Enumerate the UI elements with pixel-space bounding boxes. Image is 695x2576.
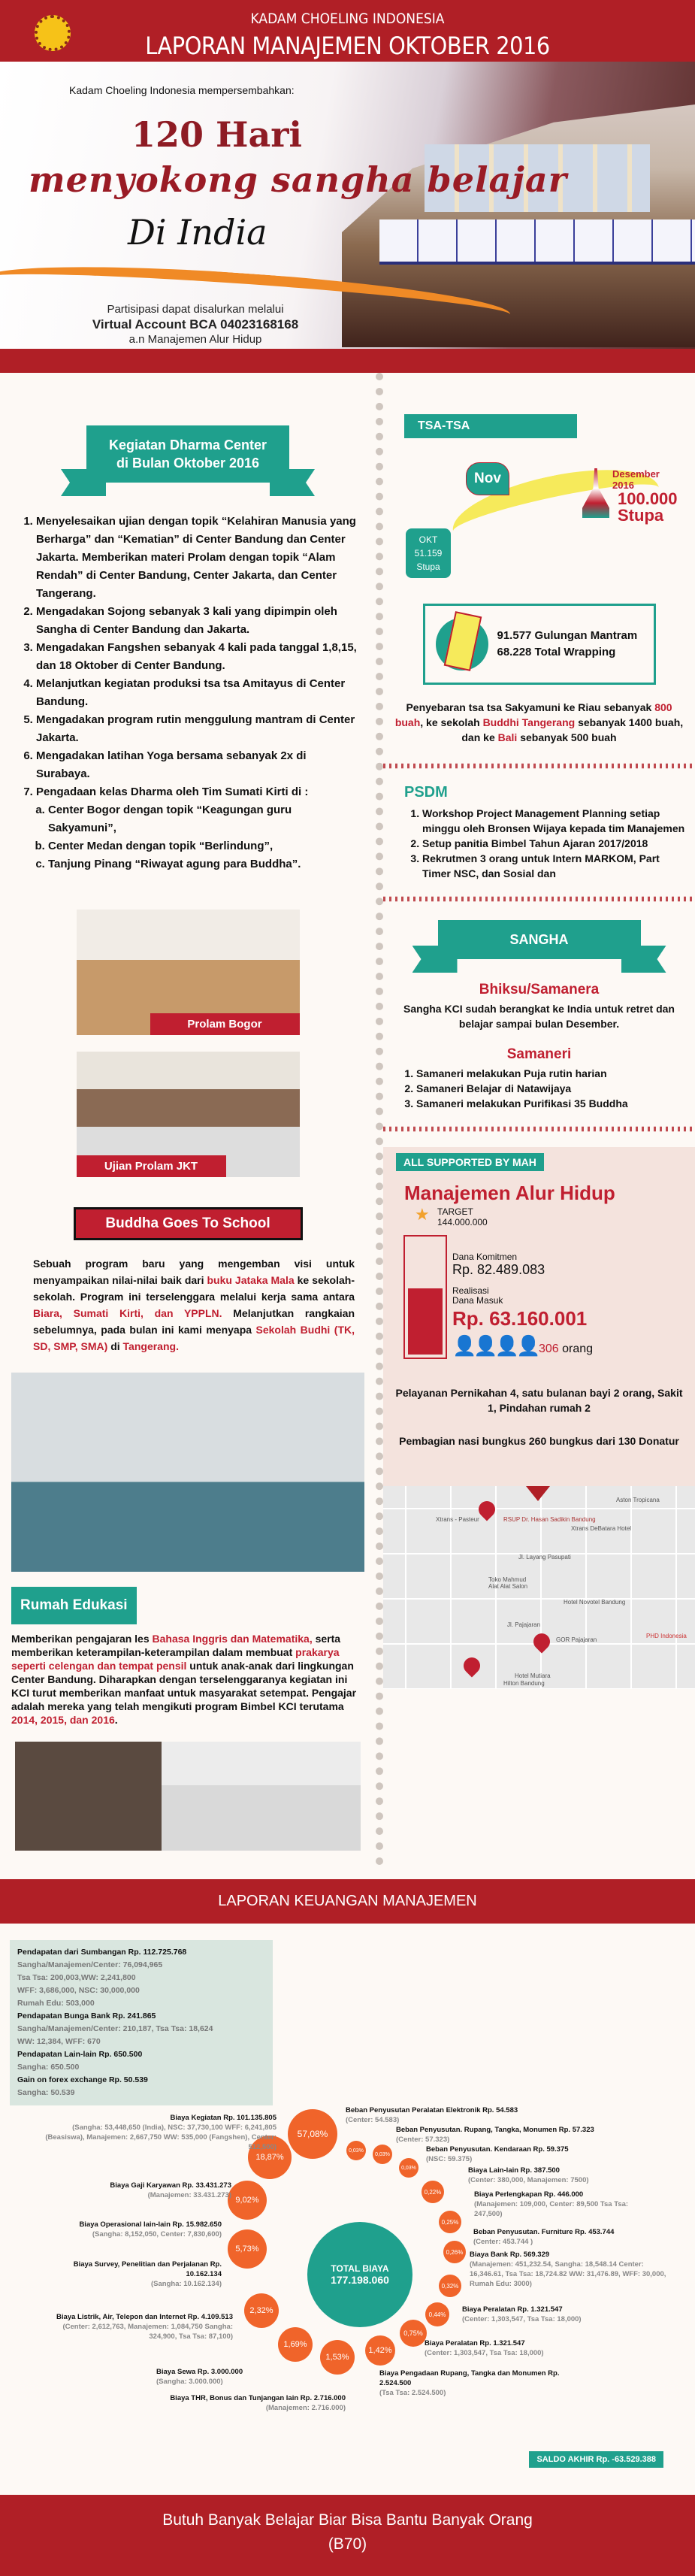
head: Biaya Kegiatan Rp. 101.135.805 (170, 2114, 276, 2122)
mah-ribbon: ALL SUPPORTED BY MAH (396, 1153, 544, 1171)
okt-badge (406, 528, 451, 578)
mantram-box (423, 604, 656, 685)
head: Biaya Listrik, Air, Telepon dan Internet Rp. 4.109.513 (56, 2313, 233, 2321)
classroom-photo (11, 1373, 364, 1572)
bubble-gaji: 18,87% (248, 2136, 292, 2179)
map-label: Hotel Novotel Bandung (564, 1599, 626, 1606)
bubble-sewa: 1,69% (278, 2327, 313, 2362)
highlight: 2014, 2015, dan 2016 (11, 1714, 115, 1726)
head: Beban Penyusutan. Rupang, Tangka, Monumen Rp. 57.323 (396, 2126, 594, 2134)
bubble-kegiatan: 57,08% (288, 2109, 337, 2159)
text: , ke sekolah (420, 716, 483, 728)
komitmen-label: Dana Komitmen (452, 1252, 518, 1262)
total-label: TOTAL BIAYA (331, 2263, 389, 2274)
hero-line-2: menyokong sangha belajar (29, 159, 567, 200)
expense-label (396, 2125, 651, 2145)
target-value: 100.000 (618, 489, 678, 508)
okt-value: 51.159 (414, 548, 443, 558)
income-detail: Sangha/Manajemen/Center: 76,094,965 (17, 1960, 163, 1969)
hero-intro: Kadam Choeling Indonesia mempersembahkan: (69, 84, 295, 96)
dharma-activities-list (0, 483, 376, 873)
map-label: Xtrans DeBatara Hotel (571, 1525, 632, 1532)
ribbon-line-2: di Bulan Oktober 2016 (116, 456, 260, 471)
ornament-divider (383, 893, 695, 905)
details: (Manajemen: 2.716.000) (265, 2404, 346, 2412)
right-column (376, 373, 695, 1866)
prolam-bogor-photo (77, 910, 300, 1035)
ornament-divider (383, 760, 695, 772)
mah-title: Manajemen Alur Hidup (404, 1182, 615, 1204)
details: (Sangha: 3.000.000) (156, 2378, 223, 2386)
head: Biaya Perlengkapan Rp. 446.000 (474, 2190, 584, 2199)
details: (Center: 1,303,547, Tsa Tsa: 18,000) (462, 2315, 582, 2323)
expense-label (38, 2220, 222, 2239)
details: (Center: 380,000, Manajemen: 7500) (468, 2176, 589, 2184)
finance-header: LAPORAN KEUANGAN MANAJEMEN (0, 1879, 695, 1924)
realisasi-value: Rp. 63.160.001 (452, 1307, 588, 1330)
dharma-center-ribbon (86, 425, 289, 483)
total-value: 177.198.060 (331, 2274, 389, 2286)
highlight: buku Jataka Mala (207, 1274, 295, 1286)
bubble-thr: 1,53% (320, 2340, 355, 2375)
tsa-tsa-progress (383, 438, 695, 589)
highlight: 800 buah (394, 701, 672, 728)
org-name: KADAM CHOELING INDONESIA (250, 11, 445, 27)
ornament-divider (383, 1123, 695, 1135)
map-label: Xtrans - Pasteur (436, 1516, 479, 1523)
income-box (10, 1940, 273, 2105)
income-head: Pendapatan Lain-lain Rp. 650.500 (17, 2050, 143, 2059)
star-icon: ★ (415, 1205, 430, 1224)
mantra-scroll-icon (436, 618, 488, 670)
gauge-fill (408, 1288, 443, 1355)
text: Melanjutkan rangkaian sebelumnya, pada bulan ini kami menyapa (33, 1307, 355, 1336)
expense-label (156, 2367, 276, 2387)
bhiksu-heading: Bhiksu/Samanera (479, 982, 600, 997)
details: (Sangha: 53,448,650 (India), NSC: 37,730,100 WFF: 6,241,805 (Beasiswa), Manajemen: 2,667,750 WW: 535,000 (Fangshen), Center: 512,500) (45, 2123, 276, 2151)
target-month: Desember 2016 (612, 468, 660, 491)
head: Beban Penyusutan. Furniture Rp. 453.744 (473, 2228, 615, 2236)
text: serta memberikan keterampilan-keterampilan dalam membuat (11, 1633, 341, 1658)
total-biaya-bubble (307, 2222, 412, 2327)
text: Sebuah program baru yang mengemban visi untuk menyampaikan nilai-nilai baik dari (33, 1258, 355, 1286)
label: Dana Masuk (452, 1295, 503, 1306)
expense-label (379, 2369, 575, 2398)
text: sebanyak 1400 buah, dan ke (461, 716, 684, 743)
head: Biaya Survey, Penelitian dan Perjalanan Rp. 10.162.134 (73, 2260, 222, 2278)
list-item: 6. Mengadakan latihan Yoga bersama sebanyak 2x di Surabaya. (36, 747, 358, 783)
income-detail: Sangha: 50.539 (17, 2088, 75, 2097)
income-head: Pendapatan Bunga Bank Rp. 241.865 (17, 2011, 156, 2021)
bubble-listrik: 2,32% (244, 2293, 279, 2328)
expense-label (474, 2190, 654, 2219)
left-column (0, 373, 376, 1866)
map-label: Aston Tropicana (616, 1497, 660, 1503)
highlight: Sekolah Budhi (TK, SD, SMP, SMA) (33, 1324, 355, 1352)
wrapping-count: 68.228 Total Wrapping (497, 646, 616, 658)
expense-label (426, 2145, 651, 2164)
gauge-bar (403, 1235, 447, 1359)
kids-crafting-photo (15, 1742, 162, 1851)
hero-line-3: Di India (128, 212, 267, 253)
photo-caption: Ujian Prolam JKT (77, 1155, 226, 1177)
hero-banner (0, 62, 695, 349)
list-item: 2. Setup panitia Bimbel Tahun Ajaran 2017/2018 (422, 836, 687, 851)
details: (Center: 2,612,763, Manajemen: 1,084,750 Sangha: 324,900, Tsa Tsa: 87,100) (62, 2323, 233, 2341)
motto-line-1: Butuh Banyak Belajar Biar Bisa Bantu Banyak Orang (162, 2511, 533, 2529)
bubble-bank: 0,32% (439, 2275, 461, 2297)
head: Biaya Gaji Karyawan Rp. 33.431.273 (110, 2181, 231, 2190)
details: (Tsa Tsa: 2.524.500) (379, 2389, 446, 2397)
rumah-edukasi-paragraph (0, 1632, 376, 1727)
highlight: prakarya seperti celengan dan tempat pensil (11, 1646, 340, 1672)
bubble-survey: 5,73% (228, 2229, 267, 2269)
ribbon-line-1: Kegiatan Dharma Center (108, 437, 267, 453)
expense-label (38, 2312, 233, 2341)
label: Realisasi (452, 1285, 489, 1296)
target-value: 144.000.000 (437, 1217, 488, 1227)
services-text: Pelayanan Pernikahan 4, satu bulanan bayi 2 orang, Sakit 1, Pindahan rumah 2 (395, 1387, 683, 1414)
head: Beban Penyusutan Peralatan Elektronik Rp. 54.583 (346, 2106, 518, 2114)
people-icon: 👤👤👤👤 (452, 1334, 538, 1357)
bubble-peralatan: 0,75% (400, 2320, 427, 2347)
text: ke sekolah-sekolah. Program ini terselenggara melalui kerja sama antara (33, 1274, 355, 1303)
details: (Sangha: 10.162.134) (151, 2280, 222, 2288)
map-label: Hotel Mutiara (515, 1672, 551, 1679)
income-detail: Rumah Edu: 503,000 (17, 1999, 95, 2008)
psdm-heading: PSDM (404, 784, 448, 801)
target-block (437, 1206, 488, 1227)
map-pointer-icon (526, 1486, 550, 1501)
expense-label (45, 2113, 276, 2152)
sub-item: c. Tanjung Pinang “Riwayat agung para Buddha”. (48, 855, 358, 873)
map-label: Jl. Pajajaran (507, 1621, 541, 1628)
bubble-lain: 0,22% (422, 2181, 444, 2203)
people-count (539, 1342, 593, 1356)
head: Biaya THR, Bonus dan Tunjangan lain Rp. 2.716.000 (170, 2394, 346, 2402)
list-item: 1. Workshop Project Management Planning setiap minggu oleh Bronsen Wijaya kepada tim Manajemen (422, 806, 687, 836)
hero-line-1: 120 Hari (131, 114, 303, 155)
text: untuk anak-anak dari lingkungan Center Bandung. Diharapkan dengan terselenggaranya kegiatan ini KCI turut memberikan manfaat untuk masyarakat setempat. Pengajar adalah mereka yang telah mengikuti program Bimbel KCI terutama (11, 1660, 357, 1712)
unit: orang (562, 1342, 594, 1355)
expense-label (105, 2393, 346, 2413)
head: Biaya Sewa Rp. 3.000.000 (156, 2368, 243, 2376)
map-label: PHD Indonesia (646, 1633, 687, 1639)
details: (Center: 1,303,547, Tsa Tsa: 18,000) (425, 2349, 544, 2357)
bubble-operasional: 9,02% (228, 2181, 267, 2220)
bubble-rupang: 1,42% (365, 2335, 395, 2366)
details: (Manajemen: 33.431.273) (147, 2191, 231, 2199)
head: Biaya Peralatan Rp. 1.321.547 (462, 2305, 563, 2314)
expense-label (462, 2305, 657, 2324)
highlight: Biara, Sumati Kirti, dan YPPLN. (33, 1307, 222, 1319)
psdm-list (383, 806, 695, 881)
highlight: Bali (497, 731, 518, 743)
sub-list (36, 801, 358, 873)
komitmen-value: Rp. 82.489.083 (452, 1262, 545, 1277)
rumah-edukasi-heading: Rumah Edukasi (11, 1587, 137, 1624)
buddha-goes-to-school-heading: Buddha Goes To School (74, 1207, 303, 1240)
nasi-text: Pembagian nasi bungkus 260 bungkus dari 130 Donatur (399, 1435, 679, 1447)
bhiksu-text: Sangha KCI sudah berangkat ke India untuk retret dan belajar sampai bulan Desember. (403, 1003, 675, 1030)
text: . (114, 1714, 118, 1726)
expense-label (38, 2260, 222, 2289)
account-name: a.n Manajemen Alur Hidup (128, 333, 262, 346)
realisasi-label (452, 1286, 503, 1306)
list-item: 3. Mengadakan Fangshen sebanyak 4 kali pada tanggal 1,8,15, dan 18 Oktober di Center Bandung. (36, 639, 358, 675)
mah-section (383, 1147, 695, 1486)
head: Biaya Bank Rp. 569.329 (470, 2251, 550, 2259)
income-head: Gain on forex exchange Rp. 50.539 (17, 2075, 148, 2084)
list-item: 1. Samaneri melakukan Puja rutin harian (416, 1066, 687, 1081)
virtual-account: Virtual Account BCA 04023168168 (92, 317, 299, 331)
details: (NSC: 59.375) (426, 2155, 473, 2163)
mantram-count: 91.577 Gulungan Mantram (497, 629, 638, 642)
text: Memberikan pengajaran les (11, 1633, 153, 1645)
map-label: GOR Pajajaran (556, 1636, 597, 1643)
list-item: 2. Mengadakan Sojong sebanyak 3 kali yang dipimpin oleh Sangha di Center Bandung dan Jakarta. (36, 603, 358, 639)
sub-item: a. Center Bogor dengan topik “Keagungan guru Sakyamuni”, (48, 801, 358, 837)
list-item-text: Pengadaan kelas Dharma oleh Tim Sumati Kirti di : (36, 786, 309, 798)
sub-item: b. Center Medan dengan topik “Berlindung”, (48, 837, 358, 855)
expense-label (346, 2105, 586, 2125)
map-label: Toko Mahmud Alat Alat Salon (488, 1576, 528, 1590)
details: (Center: 453.744 ) (473, 2238, 533, 2246)
photo-caption: Prolam Bogor (150, 1013, 300, 1035)
nov-bubble: Nov (466, 462, 509, 495)
map-label: RSUP Dr. Hasan Sadikin Bandung (503, 1516, 596, 1523)
map-label: Hilton Bandung (503, 1680, 545, 1687)
text: di (107, 1340, 123, 1352)
bubble-kendaraan: 0,03% (399, 2158, 419, 2178)
head: Biaya Peralatan Rp. 1.321.547 (425, 2339, 525, 2347)
income-detail: WW: 12,384, WFF: 670 (17, 2037, 101, 2046)
income-detail: WFF: 3,686,000, NSC: 30,000,000 (17, 1986, 140, 1995)
list-item: 2. Samaneri Belajar di Natawijaya (416, 1081, 687, 1096)
bandung-map[interactable] (383, 1486, 695, 1689)
list-item (36, 783, 358, 873)
map-label: Jl. Layang Pasupati (518, 1554, 571, 1560)
details: (Sangha: 8,152,050, Center: 7,830,600) (92, 2230, 222, 2238)
expense-label (473, 2227, 669, 2247)
kids-group-photo (162, 1742, 361, 1851)
map-pin-icon[interactable] (460, 1654, 483, 1677)
list-item: 5. Mengadakan program rutin menggulung mantram di Center Jakarta. (36, 711, 358, 747)
bubble-furniture: 0,26% (443, 2241, 466, 2263)
target-count (618, 491, 678, 524)
highlight: Bahasa Inggris dan Matematika, (152, 1633, 313, 1645)
highlight: Buddhi Tangerang (482, 716, 576, 728)
report-header (0, 0, 695, 62)
head: Biaya Pengadaan Rupang, Tangka dan Monumen Rp. 2.524.500 (379, 2369, 560, 2387)
fund-gauge (403, 1205, 695, 1357)
footer-motto (0, 2495, 695, 2576)
bubble-perlengkapan: 0,25% (439, 2211, 461, 2233)
expense-label (468, 2166, 663, 2185)
list-item: 3. Samaneri melakukan Purifikasi 35 Buddha (416, 1096, 687, 1111)
endless-knot-banner (379, 219, 695, 265)
head: Beban Penyusutan. Kendaraan Rp. 59.375 (426, 2145, 569, 2154)
details: (Center: 57.323) (396, 2136, 450, 2144)
text: Penyebaran tsa tsa Sakyamuni ke Riau sebanyak (406, 701, 655, 713)
bubble-elektronik: 0,03% (346, 2141, 366, 2160)
okt-unit: Stupa (416, 562, 440, 572)
section-separator (0, 349, 695, 373)
income-detail: Tsa Tsa: 200,003,WW: 2,241,800 (17, 1973, 136, 1982)
bgs-paragraph (0, 1255, 376, 1355)
rumah-edukasi-photos (15, 1742, 361, 1851)
bubble-peralatan-2: 0,44% (425, 2302, 449, 2326)
target-unit: Stupa (618, 506, 664, 525)
expense-bubble-chart (0, 2105, 695, 2474)
report-title: LAPORAN MANAJEMEN OKTOBER 2016 (145, 32, 550, 60)
sangha-ribbon: SANGHA (438, 920, 641, 959)
target-label: TARGET (437, 1206, 473, 1217)
saldo-akhir-badge: SALDO AKHIR Rp. -63.529.388 (529, 2451, 663, 2468)
income-head: Pendapatan dari Sumbangan Rp. 112.725.768 (17, 1948, 187, 1957)
tsa-tsa-ribbon: TSA-TSA (404, 414, 577, 438)
donation-info (83, 302, 308, 347)
details: (Manajemen: 451,232.54, Sangha: 18,548.14 Center: 16,346.61, Tsa Tsa: 18,724.82 WW: 31,476.89, WFF: 30,000, Rumah Edu: 3000) (470, 2260, 666, 2288)
expense-label (425, 2338, 620, 2358)
expense-label (60, 2181, 231, 2200)
okt-label: OKT (419, 534, 438, 545)
motto-line-2: (B70) (328, 2535, 367, 2553)
map-pin-icon[interactable] (530, 1630, 553, 1653)
tsa-distribution-text (391, 700, 687, 745)
list-item: 1. Menyelesaikan ujian dengan topik “Kelahiran Manusia yang Berharga” dan “Kematian” di Center Bandung dan Center Jakarta. Memberikan materi Prolam dengan topik “Alam Rendah” di Center Bandung, Center Jakarta, dan Center Tangerang. (36, 513, 358, 603)
samaneri-list (383, 1066, 695, 1111)
samaneri-heading: Samaneri (506, 1046, 572, 1062)
details: (Manajemen: 109,000, Center: 89,500 Tsa Tsa: 247,500) (474, 2200, 629, 2218)
income-detail: Sangha/Manajemen/Center: 210,187, Tsa Tsa: 18,624 (17, 2024, 213, 2033)
income-detail: Sangha: 650.500 (17, 2063, 80, 2072)
head: Biaya Operasional lain-lain Rp. 15.982.650 (79, 2220, 222, 2229)
highlight: Tangerang. (122, 1340, 179, 1352)
list-item: 3. Rekrutmen 3 orang untuk Intern MARKOM, Part Timer NSC, dan Sosial dan (422, 851, 687, 881)
details: (Center: 54.583) (346, 2116, 400, 2124)
head: Biaya Lain-lain Rp. 387.500 (468, 2166, 560, 2175)
text: sebanyak 500 buah (517, 731, 617, 743)
expense-label (470, 2250, 672, 2289)
bubble-rupang-susut: 0,03% (373, 2145, 392, 2164)
participation-text: Partisipasi dapat disalurkan melalui (107, 303, 284, 316)
count: 306 (539, 1342, 559, 1355)
list-item: 4. Melanjutkan kegiatan produksi tsa tsa Amitayus di Center Bandung. (36, 675, 358, 711)
ujian-prolam-photo (77, 1052, 300, 1177)
